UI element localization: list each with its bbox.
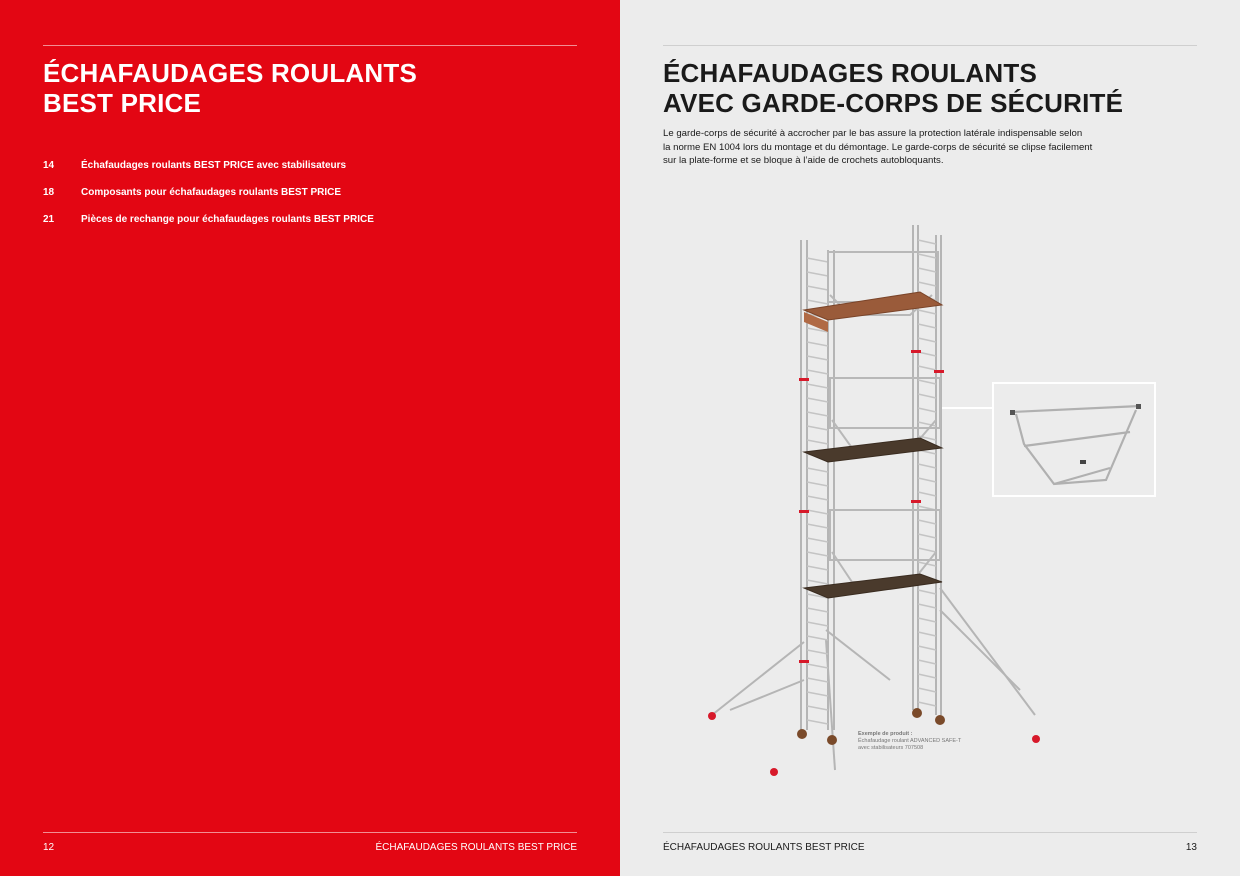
scaffold-rung	[807, 566, 828, 570]
scaffold-rung	[918, 394, 936, 398]
scaffold-rung	[807, 426, 828, 430]
left-title-line2: BEST PRICE	[43, 88, 202, 118]
toc-item[interactable]	[43, 214, 374, 241]
callout-connector	[942, 407, 992, 409]
guardrail-detail-image	[994, 384, 1154, 495]
caption-line: Échafaudage roulant ADVANCED SAFE-T	[858, 738, 962, 744]
bottom-divider	[43, 832, 577, 833]
left-page-title	[43, 58, 417, 118]
scaffold-rung	[918, 380, 936, 384]
scaffold-rung	[807, 580, 828, 584]
page-number: 13	[1185, 842, 1197, 853]
scaffold-rung	[807, 300, 828, 304]
running-footer-title: ÉCHAFAUDAGES ROULANTS BEST PRICE	[663, 842, 865, 853]
scaffold-rung	[918, 632, 936, 636]
scaffold-rung	[807, 524, 828, 528]
running-footer-title: ÉCHAFAUDAGES ROULANTS BEST PRICE	[375, 842, 577, 853]
toc-item[interactable]	[43, 187, 374, 214]
scaffold-rung	[807, 258, 828, 262]
scaffold-rung	[918, 268, 936, 272]
image-caption	[858, 731, 961, 752]
right-title-line1: ÉCHAFAUDAGES ROULANTS	[663, 58, 1037, 88]
scaffold-rung	[807, 440, 828, 444]
scaffold-rung	[918, 282, 936, 286]
scaffold-rung	[807, 650, 828, 654]
scaffold-rung	[807, 622, 828, 626]
scaffold-rung	[918, 702, 936, 706]
scaffold-rung	[918, 548, 936, 552]
caption-line: avec stabilisateurs 707508	[858, 745, 924, 751]
toc-label: Échafaudages roulants BEST PRICE avec stabilisateurs	[81, 160, 347, 171]
scaffold-rung	[918, 492, 936, 496]
scaffold-rung	[807, 342, 828, 346]
scaffold-rung	[807, 552, 828, 556]
toc-item[interactable]	[43, 160, 374, 187]
scaffold-rung	[918, 324, 936, 328]
right-title-line2: AVEC GARDE-CORPS DE SÉCURITÉ	[663, 88, 1124, 118]
scaffold-rung	[807, 636, 828, 640]
scaffold-rung	[918, 646, 936, 650]
scaffold-rung	[918, 520, 936, 524]
guardrail-detail-box	[992, 382, 1156, 497]
caption-line: Exemple de produit :	[858, 731, 913, 737]
scaffold-rung	[918, 478, 936, 482]
scaffold-rung	[918, 240, 936, 244]
scaffold-rung	[918, 618, 936, 622]
scaffold-rung	[918, 660, 936, 664]
scaffold-rung	[807, 468, 828, 472]
scaffold-rung	[807, 286, 828, 290]
toc-label: Composants pour échafaudages roulants BEST PRICE	[81, 187, 342, 198]
toc-page-number: 18	[43, 187, 55, 198]
scaffold-rung	[918, 338, 936, 342]
scaffold-rung	[807, 678, 828, 682]
scaffold-rung	[918, 310, 936, 314]
scaffold-rung	[918, 464, 936, 468]
bottom-divider	[663, 832, 1197, 833]
scaffold-rung	[918, 674, 936, 678]
scaffold-rung	[918, 590, 936, 594]
top-divider	[663, 45, 1197, 46]
scaffold-rung	[807, 272, 828, 276]
scaffold-rung	[807, 384, 828, 388]
scaffold-rung	[807, 356, 828, 360]
intro-line: Le garde-corps de sécurité à accrocher par le bas assure la protection latérale indispensable selon	[663, 128, 1083, 139]
page-number: 12	[43, 842, 55, 853]
top-divider	[43, 45, 577, 46]
intro-paragraph	[663, 127, 1143, 168]
scaffold-rung	[807, 664, 828, 668]
scaffold-rung	[807, 608, 828, 612]
scaffold-rung	[918, 366, 936, 370]
scaffold-rung	[918, 254, 936, 258]
scaffold-rung	[918, 688, 936, 692]
scaffold-rung	[807, 412, 828, 416]
intro-line: la norme EN 1004 lors du montage et du démontage. Le garde-corps de sécurité se clipse facilement	[663, 141, 1093, 153]
scaffold-rung	[807, 538, 828, 542]
intro-line: sur la plate-forme et se bloque à l’aide de crochets autobloquants.	[663, 155, 944, 166]
scaffold-rung	[807, 370, 828, 374]
left-title-line1: ÉCHAFAUDAGES ROULANTS	[43, 58, 417, 88]
scaffold-rung	[918, 408, 936, 412]
scaffold-rung	[807, 720, 828, 724]
table-of-contents	[43, 160, 374, 241]
right-page	[620, 0, 1240, 876]
scaffold-rung	[807, 482, 828, 486]
mobile-scaffold-image	[680, 210, 1110, 790]
scaffold-rung	[918, 604, 936, 608]
scaffold-rung	[807, 510, 828, 514]
scaffold-rung	[807, 496, 828, 500]
toc-page-number: 14	[43, 160, 55, 171]
toc-label: Pièces de rechange pour échafaudages roulants BEST PRICE	[81, 214, 374, 225]
scaffold-rung	[807, 706, 828, 710]
scaffold-rung	[807, 398, 828, 402]
right-page-title	[663, 58, 1123, 118]
toc-page-number: 21	[43, 214, 55, 225]
scaffold-rung	[807, 692, 828, 696]
scaffold-rung	[918, 534, 936, 538]
